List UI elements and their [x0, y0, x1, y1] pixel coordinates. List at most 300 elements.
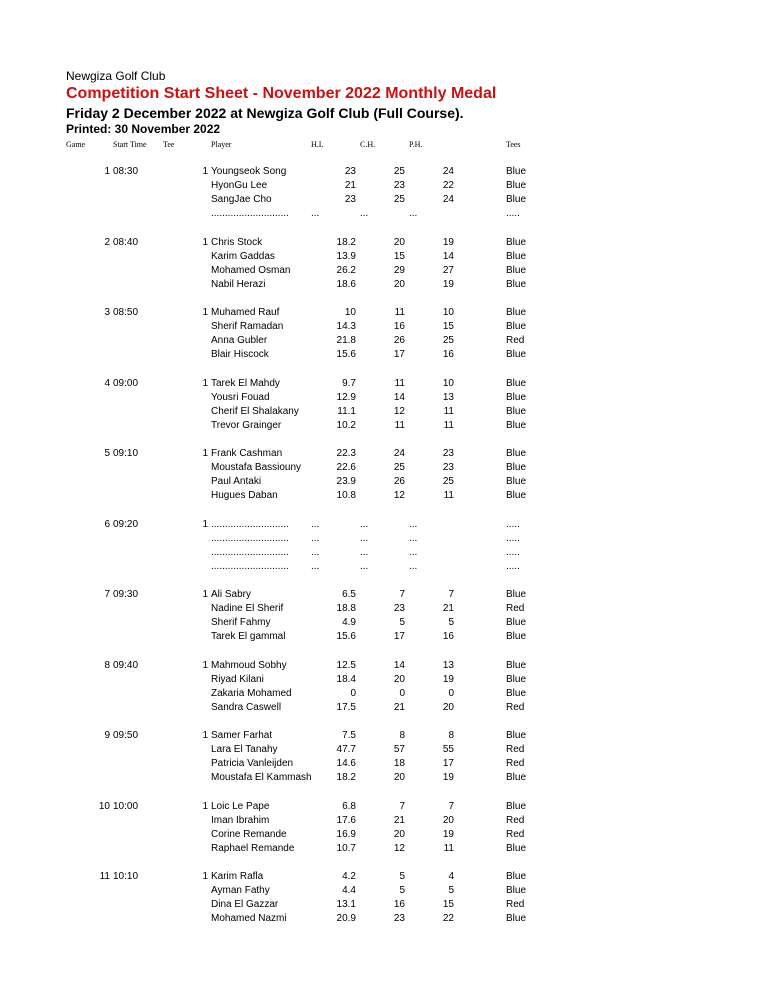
handicap-index: 17.6	[336, 814, 356, 826]
playing-handicap: 17	[442, 758, 454, 770]
course-handicap: 26	[393, 476, 405, 488]
start-group	[0, 236, 772, 307]
handicap-index: 18.4	[336, 673, 356, 685]
player-name: Tarek El gammal	[211, 631, 286, 643]
tee-colour: Red	[506, 744, 525, 756]
handicap-index: 18.8	[336, 603, 356, 615]
start-time: 09:00	[113, 377, 139, 389]
player-row	[0, 475, 772, 489]
course-handicap: 17	[393, 631, 405, 643]
start-group	[0, 518, 772, 589]
playing-handicap: 13	[442, 659, 454, 671]
player-name: Zakaria Mohamed	[211, 687, 292, 699]
player-name: Sandra Caswell	[211, 701, 282, 713]
handicap-index: 10.8	[336, 490, 356, 502]
playing-handicap: 11	[443, 842, 454, 854]
tee-colour: Blue	[506, 377, 527, 389]
course-handicap: 20	[393, 673, 405, 685]
course-handicap: 17	[393, 349, 405, 361]
player-name: ............................	[211, 546, 289, 558]
course-handicap: ...	[360, 518, 369, 530]
tee-colour: Blue	[506, 673, 527, 685]
course-handicap: 18	[393, 758, 405, 770]
player-name: Dina El Gazzar	[211, 899, 279, 911]
start-group	[0, 659, 772, 730]
handicap-index: 10.7	[336, 842, 356, 854]
course-handicap: 20	[393, 236, 405, 248]
playing-handicap: 25	[442, 476, 454, 488]
playing-handicap: 5	[448, 617, 454, 629]
playing-handicap: 19	[442, 278, 454, 290]
course-handicap: 29	[393, 264, 405, 276]
tee-colour: .....	[506, 532, 520, 544]
player-name: Tarek El Mahdy	[211, 377, 280, 389]
tee-colour: Blue	[506, 166, 527, 177]
tee-colour: Blue	[506, 490, 527, 502]
handicap-index: 10	[344, 307, 356, 318]
player-name: ............................	[211, 208, 289, 220]
handicap-index: 22.3	[336, 448, 356, 459]
player-row	[0, 616, 772, 630]
course-handicap: 24	[393, 448, 405, 459]
player-row	[0, 250, 772, 264]
column-header-hi: H.I.	[311, 140, 324, 149]
playing-handicap: 7	[448, 589, 454, 600]
column-header-tee: Tee	[163, 140, 175, 149]
player-row	[0, 306, 772, 320]
handicap-index: 22.6	[336, 462, 356, 474]
course-handicap: 16	[393, 321, 405, 333]
player-name: Sherif Fahmy	[211, 617, 271, 629]
player-name: Nadine El Sherif	[211, 603, 284, 615]
player-name: Corine Remande	[211, 828, 287, 840]
start-time: 09:10	[113, 448, 139, 459]
handicap-index: 12.9	[336, 391, 356, 403]
course-handicap: 25	[393, 462, 405, 474]
course-handicap: 14	[393, 659, 405, 671]
tee-colour: Red	[506, 603, 525, 615]
handicap-index: ...	[311, 560, 320, 572]
player-row	[0, 518, 772, 532]
course-handicap: 25	[393, 166, 405, 177]
handicap-index: 13.1	[336, 899, 356, 911]
player-row	[0, 800, 772, 814]
player-name: Muhamed Rauf	[211, 307, 280, 318]
tee-colour: .....	[506, 560, 520, 572]
handicap-index: 14.6	[336, 758, 356, 770]
playing-handicap: 11	[443, 405, 454, 417]
player-name: Trevor Grainger	[211, 419, 282, 431]
start-group	[0, 377, 772, 448]
page-title: Competition Start Sheet - November 2022 Monthly Medal	[66, 85, 497, 102]
tee-colour: Blue	[506, 687, 527, 699]
tee-colour: Red	[506, 758, 525, 770]
game-number: 5	[104, 448, 110, 459]
player-row	[0, 560, 772, 574]
playing-handicap: 8	[448, 730, 454, 741]
tee-number: 1	[202, 166, 208, 177]
playing-handicap: ...	[409, 518, 418, 530]
player-name: Moustafa Bassiouny	[211, 462, 302, 474]
printed-date: Printed: 30 November 2022	[66, 122, 221, 136]
handicap-index: 4.9	[342, 617, 356, 629]
tee-colour: Blue	[506, 391, 527, 403]
tee-number: 1	[202, 448, 208, 459]
handicap-index: 6.8	[342, 800, 356, 812]
player-name: HyonGu Lee	[211, 180, 268, 192]
tee-colour: Blue	[506, 278, 527, 290]
tee-colour: Blue	[506, 448, 527, 459]
player-name: Karim Rafla	[211, 871, 264, 882]
playing-handicap: 19	[442, 772, 454, 784]
player-name: Frank Cashman	[211, 448, 283, 459]
playing-handicap: 16	[442, 631, 454, 643]
player-row	[0, 673, 772, 687]
playing-handicap: 24	[442, 166, 454, 177]
playing-handicap: 15	[442, 321, 454, 333]
player-name: Chris Stock	[211, 236, 263, 248]
handicap-index: 47.7	[336, 744, 356, 756]
course-handicap: 21	[393, 814, 405, 826]
handicap-index: 21	[344, 180, 356, 192]
course-handicap: 57	[393, 744, 405, 756]
tee-colour: Blue	[506, 476, 527, 488]
player-row	[0, 532, 772, 546]
player-row	[0, 912, 772, 926]
course-handicap: 20	[393, 772, 405, 784]
course-handicap: 0	[399, 687, 405, 699]
tee-colour: Blue	[506, 250, 527, 262]
game-number: 3	[104, 307, 110, 318]
player-row	[0, 236, 772, 250]
course-handicap: 5	[399, 871, 405, 882]
tee-colour: Blue	[506, 405, 527, 417]
course-handicap: 23	[393, 603, 405, 615]
playing-handicap: 11	[443, 419, 454, 431]
player-row	[0, 743, 772, 757]
course-handicap: ...	[360, 560, 369, 572]
handicap-index: 10.2	[336, 419, 356, 431]
player-row	[0, 659, 772, 673]
playing-handicap: 15	[442, 899, 454, 911]
column-header-ph: P.H.	[409, 140, 423, 149]
player-name: ............................	[211, 560, 289, 572]
course-handicap: 20	[393, 828, 405, 840]
handicap-index: ...	[311, 532, 320, 544]
tee-colour: Red	[506, 701, 525, 713]
player-row	[0, 377, 772, 391]
playing-handicap: 27	[442, 264, 454, 276]
handicap-index: 17.5	[336, 701, 356, 713]
course-handicap: 23	[393, 913, 405, 925]
player-row	[0, 546, 772, 560]
start-group	[0, 306, 772, 377]
course-handicap: 12	[393, 842, 405, 854]
player-row	[0, 814, 772, 828]
player-row	[0, 898, 772, 912]
course-handicap: ...	[360, 546, 369, 558]
playing-handicap: 22	[442, 180, 454, 192]
player-row	[0, 729, 772, 743]
handicap-index: 18.6	[336, 278, 356, 290]
player-row	[0, 489, 772, 503]
player-row	[0, 828, 772, 842]
course-handicap: 12	[393, 490, 405, 502]
playing-handicap: ...	[409, 560, 418, 572]
player-row	[0, 884, 772, 898]
tee-number: 1	[202, 730, 208, 741]
game-number: 6	[104, 518, 110, 530]
player-name: Samer Farhat	[211, 730, 273, 741]
player-name: Sherif Ramadan	[211, 321, 284, 333]
tee-colour: Blue	[506, 631, 527, 643]
course-handicap: ...	[360, 532, 369, 544]
start-group	[0, 447, 772, 518]
start-group	[0, 870, 772, 941]
start-time: 10:10	[113, 871, 139, 882]
player-row	[0, 842, 772, 856]
player-name: Mahmoud Sobhy	[211, 659, 287, 671]
course-handicap: 26	[393, 335, 405, 347]
player-name: Anna Gubler	[211, 335, 268, 347]
playing-handicap: 55	[442, 744, 454, 756]
playing-handicap: 21	[442, 603, 454, 615]
course-handicap: 25	[393, 194, 405, 206]
player-row	[0, 264, 772, 278]
handicap-index: 23	[344, 194, 356, 206]
playing-handicap: 10	[442, 377, 454, 389]
start-time: 09:50	[113, 730, 139, 741]
course-handicap: 11	[394, 419, 405, 431]
tee-number: 1	[202, 800, 208, 812]
club-name: Newgiza Golf Club	[66, 69, 166, 83]
player-row	[0, 588, 772, 602]
handicap-index: ...	[311, 518, 320, 530]
playing-handicap: 19	[442, 673, 454, 685]
player-row	[0, 687, 772, 701]
tee-colour: Blue	[506, 321, 527, 333]
course-handicap: 11	[394, 377, 405, 389]
column-header-ch: C.H.	[360, 140, 376, 149]
player-name: Moustafa El Kammash	[211, 772, 312, 784]
playing-handicap: 25	[442, 335, 454, 347]
tee-colour: Blue	[506, 264, 527, 276]
start-time: 09:30	[113, 589, 139, 600]
tee-number: 1	[202, 518, 208, 530]
player-row	[0, 207, 772, 221]
start-time: 09:20	[113, 518, 139, 530]
tee-colour: Blue	[506, 419, 527, 431]
game-number: 1	[104, 166, 110, 177]
game-number: 7	[104, 589, 110, 600]
playing-handicap: 14	[442, 250, 454, 262]
tee-colour: Blue	[506, 871, 527, 882]
tee-number: 1	[202, 377, 208, 389]
playing-handicap: 20	[442, 814, 454, 826]
handicap-index: 15.6	[336, 631, 356, 643]
handicap-index: 7.5	[342, 730, 356, 741]
player-row	[0, 391, 772, 405]
start-time: 10:00	[113, 800, 139, 812]
player-name: Hugues Daban	[211, 490, 278, 502]
tee-colour: Blue	[506, 659, 527, 671]
handicap-index: 15.6	[336, 349, 356, 361]
player-row	[0, 447, 772, 461]
player-name: Iman Ibrahim	[211, 814, 270, 826]
tee-colour: Blue	[506, 913, 527, 925]
tee-number: 1	[202, 307, 208, 318]
playing-handicap: 24	[442, 194, 454, 206]
course-handicap: 23	[393, 180, 405, 192]
player-name: Youngseok Song	[211, 166, 287, 177]
playing-handicap: 13	[442, 391, 454, 403]
game-number: 2	[104, 236, 110, 248]
playing-handicap: 16	[442, 349, 454, 361]
handicap-index: 18.2	[336, 236, 356, 248]
tee-colour: Blue	[506, 885, 527, 897]
start-time: 08:40	[113, 236, 139, 248]
player-name: Cherif El Shalakany	[211, 405, 299, 417]
playing-handicap: ...	[409, 546, 418, 558]
tee-colour: Blue	[506, 194, 527, 206]
player-row	[0, 419, 772, 433]
handicap-index: 18.2	[336, 772, 356, 784]
player-row	[0, 334, 772, 348]
player-name: Riyad Kilani	[211, 673, 264, 685]
player-row	[0, 757, 772, 771]
tee-number: 1	[202, 659, 208, 671]
course-handicap: 7	[399, 800, 405, 812]
playing-handicap: 5	[448, 885, 454, 897]
player-name: ............................	[211, 532, 289, 544]
playing-handicap: 20	[442, 701, 454, 713]
playing-handicap: ...	[409, 208, 418, 220]
course-handicap: ...	[360, 208, 369, 220]
playing-handicap: 11	[443, 490, 454, 502]
tee-colour: Red	[506, 899, 525, 911]
tee-colour: Blue	[506, 800, 527, 812]
tee-colour: Blue	[506, 307, 527, 318]
player-name: Mohamed Nazmi	[211, 913, 287, 925]
start-time: 08:50	[113, 307, 139, 318]
tee-colour: Blue	[506, 236, 527, 248]
handicap-index: 4.4	[342, 885, 356, 897]
player-row	[0, 179, 772, 193]
playing-handicap: 19	[442, 828, 454, 840]
playing-handicap: 7	[448, 800, 454, 812]
player-row	[0, 602, 772, 616]
column-header-start-time: Start Time	[113, 140, 147, 149]
handicap-index: 4.2	[342, 871, 356, 882]
tee-colour: .....	[506, 208, 520, 220]
tee-colour: Red	[506, 335, 525, 347]
column-header-tees: Tees	[506, 140, 521, 149]
player-row	[0, 348, 772, 362]
player-name: Patricia Vanleijden	[211, 758, 294, 770]
player-row	[0, 278, 772, 292]
handicap-index: 16.9	[336, 828, 356, 840]
tee-colour: Blue	[506, 462, 527, 474]
game-number: 11	[99, 871, 110, 882]
column-header-game: Game	[66, 140, 86, 149]
player-name: Paul Antaki	[211, 476, 262, 488]
course-handicap: 5	[399, 617, 405, 629]
playing-handicap: 4	[448, 871, 454, 882]
player-name: Nabil Herazi	[211, 278, 266, 290]
player-row	[0, 165, 772, 179]
tee-number: 1	[202, 871, 208, 882]
handicap-index: ...	[311, 208, 320, 220]
tee-colour: .....	[506, 518, 520, 530]
player-name: Ayman Fathy	[211, 885, 270, 897]
playing-handicap: 10	[442, 307, 454, 318]
playing-handicap: 23	[442, 462, 454, 474]
playing-handicap: ...	[409, 532, 418, 544]
player-row	[0, 630, 772, 644]
player-name: Mohamed Osman	[211, 264, 291, 276]
handicap-index: 23	[344, 166, 356, 177]
player-row	[0, 405, 772, 419]
start-group	[0, 588, 772, 659]
course-handicap: 16	[393, 899, 405, 911]
playing-handicap: 23	[442, 448, 454, 459]
playing-handicap: 0	[448, 687, 454, 699]
player-row	[0, 320, 772, 334]
tee-colour: Blue	[506, 842, 527, 854]
start-time: 08:30	[113, 166, 139, 177]
tee-colour: Red	[506, 828, 525, 840]
start-time: 09:40	[113, 659, 139, 671]
handicap-index: 12.5	[336, 659, 356, 671]
game-number: 10	[98, 800, 110, 812]
tee-colour: Blue	[506, 730, 527, 741]
tee-colour: .....	[506, 546, 520, 558]
course-handicap: 8	[399, 730, 405, 741]
column-header-player: Player	[211, 140, 232, 149]
player-name: Karim Gaddas	[211, 250, 275, 262]
player-name: Loic Le Pape	[211, 800, 270, 812]
player-name: ............................	[211, 518, 289, 530]
playing-handicap: 19	[442, 236, 454, 248]
handicap-index: 21.8	[336, 335, 356, 347]
start-group	[0, 165, 772, 236]
tee-colour: Blue	[506, 617, 527, 629]
game-number: 8	[104, 659, 110, 671]
playing-handicap: 22	[442, 913, 454, 925]
start-group	[0, 800, 772, 871]
game-number: 9	[104, 730, 110, 741]
handicap-index: 0	[350, 687, 356, 699]
tee-colour: Blue	[506, 772, 527, 784]
handicap-index: 26.2	[336, 264, 356, 276]
tee-number: 1	[202, 589, 208, 600]
course-handicap: 20	[393, 278, 405, 290]
tee-colour: Blue	[506, 349, 527, 361]
game-number: 4	[104, 377, 110, 389]
handicap-index: 14.3	[336, 321, 356, 333]
course-handicap: 5	[399, 885, 405, 897]
course-handicap: 12	[393, 405, 405, 417]
player-row	[0, 870, 772, 884]
course-handicap: 21	[393, 701, 405, 713]
start-group	[0, 729, 772, 800]
player-name: Raphael Remande	[211, 842, 295, 854]
handicap-index: ...	[311, 546, 320, 558]
player-name: Blair Hiscock	[211, 349, 269, 361]
tee-number: 1	[202, 236, 208, 248]
handicap-index: 9.7	[342, 377, 356, 389]
player-row	[0, 771, 772, 785]
